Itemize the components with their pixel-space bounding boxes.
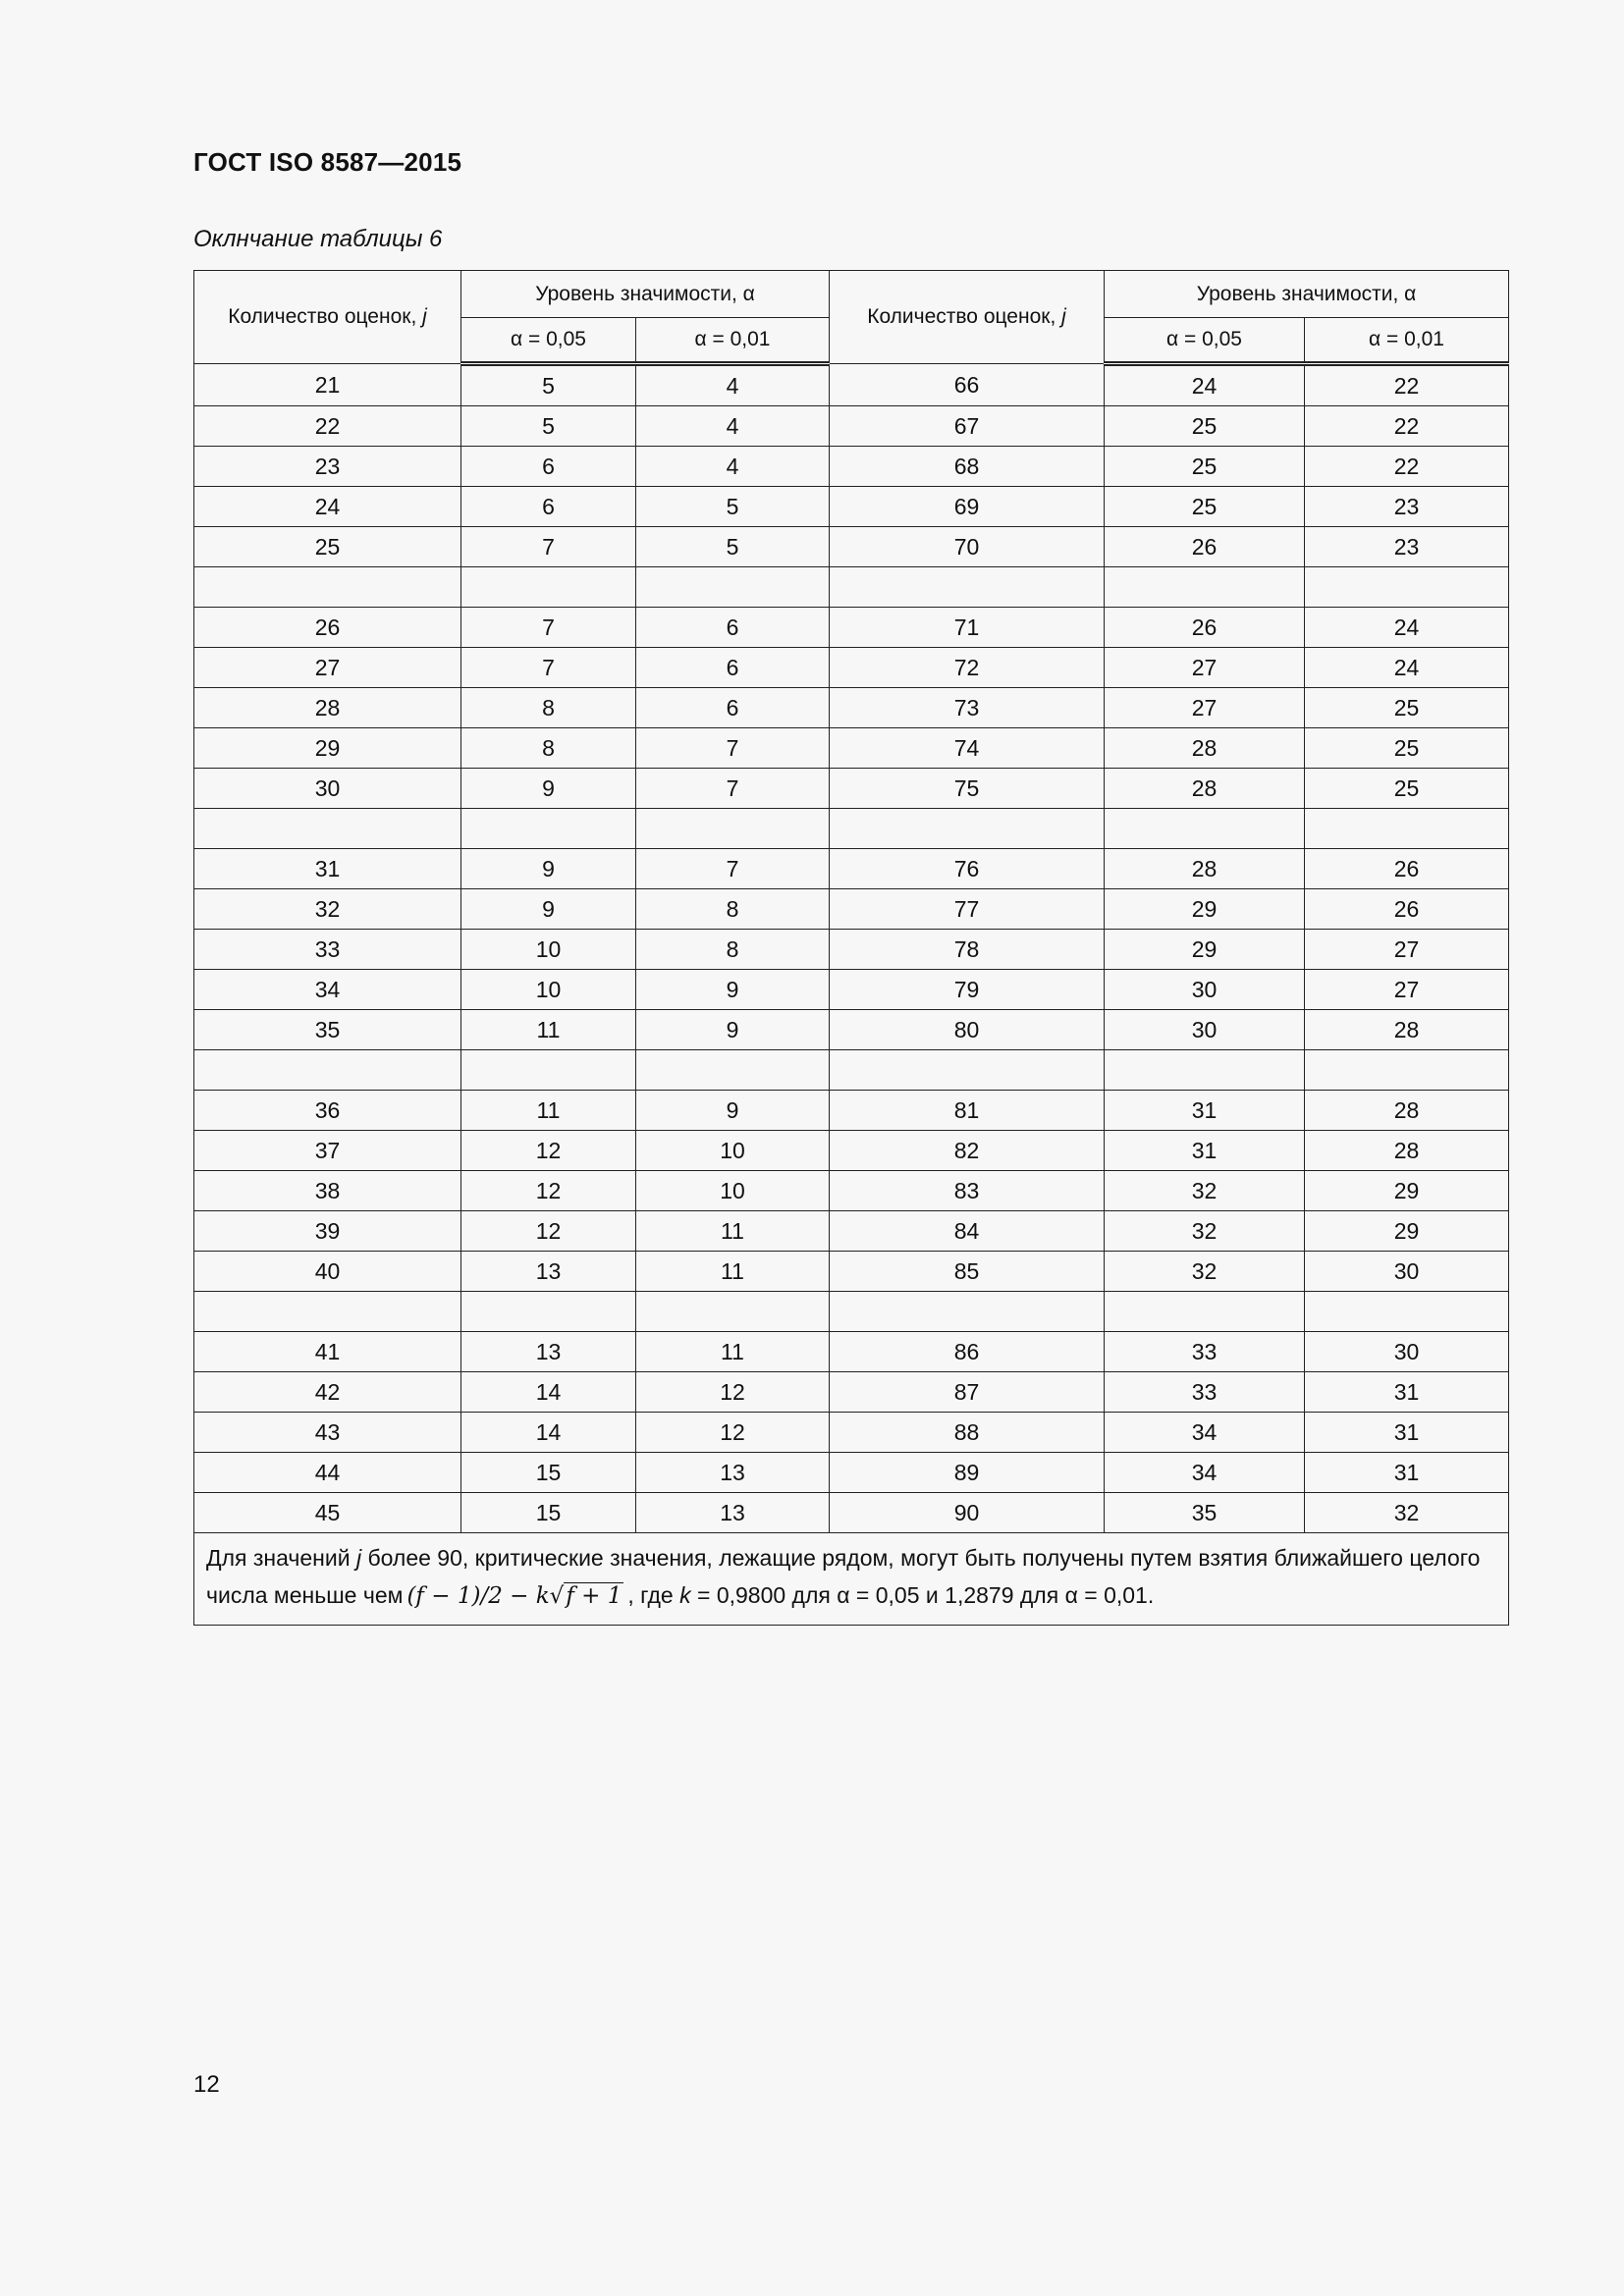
table-cell: 31 [1305, 1453, 1509, 1493]
table-cell: 5 [461, 364, 636, 406]
empty-cell [830, 1050, 1105, 1091]
table-cell: 74 [830, 728, 1105, 769]
col-header-alpha-005-right: α = 0,05 [1105, 318, 1305, 364]
table-row [194, 1252, 1509, 1292]
table-row [194, 889, 1509, 930]
table-cell: 13 [636, 1453, 830, 1493]
table-cell: 11 [461, 1091, 636, 1131]
table-cell: 30 [194, 769, 461, 809]
table-cell: 26 [1305, 849, 1509, 889]
table-cell: 36 [194, 1091, 461, 1131]
empty-cell [636, 809, 830, 849]
table-row [194, 970, 1509, 1010]
table-cell: 79 [830, 970, 1105, 1010]
table-cell: 15 [461, 1453, 636, 1493]
table-cell: 7 [461, 608, 636, 648]
table-cell: 5 [636, 487, 830, 527]
table-cell: 28 [1105, 728, 1305, 769]
table-cell: 35 [1105, 1493, 1305, 1533]
table-row [194, 688, 1509, 728]
table-cell: 30 [1305, 1252, 1509, 1292]
empty-cell [636, 1292, 830, 1332]
table-cell: 41 [194, 1332, 461, 1372]
table-cell: 22 [1305, 406, 1509, 447]
table-cell: 33 [1105, 1372, 1305, 1413]
table-cell: 81 [830, 1091, 1105, 1131]
table-row [194, 608, 1509, 648]
table-row [194, 1372, 1509, 1413]
table-cell: 5 [636, 527, 830, 567]
table-cell: 25 [1105, 447, 1305, 487]
table-row [194, 447, 1509, 487]
table-cell: 82 [830, 1131, 1105, 1171]
empty-cell [830, 567, 1105, 608]
table-cell: 12 [636, 1413, 830, 1453]
table-cell: 26 [1105, 527, 1305, 567]
table-cell: 25 [1305, 688, 1509, 728]
empty-cell [194, 567, 461, 608]
table-cell: 72 [830, 648, 1105, 688]
table-cell: 25 [1105, 406, 1305, 447]
table-cell: 24 [194, 487, 461, 527]
table-cell: 77 [830, 889, 1105, 930]
empty-cell [194, 1292, 461, 1332]
table-cell: 26 [1105, 608, 1305, 648]
table-cell: 32 [194, 889, 461, 930]
table-cell: 28 [1305, 1010, 1509, 1050]
empty-cell [830, 1292, 1105, 1332]
table-cell: 34 [1105, 1453, 1305, 1493]
empty-cell [1105, 809, 1305, 849]
table-row [194, 1131, 1509, 1171]
table-cell: 89 [830, 1453, 1105, 1493]
table-cell: 27 [1105, 688, 1305, 728]
table-cell: 28 [1105, 769, 1305, 809]
col-header-alpha-005-left: α = 0,05 [461, 318, 636, 364]
table-cell: 13 [636, 1493, 830, 1533]
table-cell: 7 [461, 648, 636, 688]
table-cell: 10 [636, 1171, 830, 1211]
document-header: ГОСТ ISO 8587—2015 [193, 147, 462, 177]
col-header-count-right: Количество оценок, j [830, 271, 1105, 364]
table-cell: 84 [830, 1211, 1105, 1252]
table-cell: 25 [1305, 728, 1509, 769]
table-cell: 90 [830, 1493, 1105, 1533]
table-cell: 12 [461, 1131, 636, 1171]
table-cell: 86 [830, 1332, 1105, 1372]
table-caption: Оклнчание таблицы 6 [193, 226, 443, 252]
data-table-container [193, 270, 1508, 1626]
table-cell: 5 [461, 406, 636, 447]
table-cell: 44 [194, 1453, 461, 1493]
table-cell: 9 [636, 970, 830, 1010]
empty-cell [1305, 1292, 1509, 1332]
table-cell: 45 [194, 1493, 461, 1533]
table-cell: 34 [194, 970, 461, 1010]
table-cell: 6 [636, 648, 830, 688]
table-cell: 4 [636, 447, 830, 487]
table-cell: 35 [194, 1010, 461, 1050]
table-cell: 10 [636, 1131, 830, 1171]
table-cell: 6 [636, 688, 830, 728]
table-cell: 28 [194, 688, 461, 728]
table-cell: 87 [830, 1372, 1105, 1413]
table-cell: 13 [461, 1332, 636, 1372]
table-cell: 27 [1305, 970, 1509, 1010]
table-cell: 29 [1105, 930, 1305, 970]
table-cell: 27 [194, 648, 461, 688]
table-cell: 22 [1305, 447, 1509, 487]
table-cell: 23 [194, 447, 461, 487]
table-cell: 9 [636, 1091, 830, 1131]
table-cell: 22 [194, 406, 461, 447]
table-cell: 11 [636, 1332, 830, 1372]
table-cell: 14 [461, 1372, 636, 1413]
table-cell: 12 [461, 1211, 636, 1252]
formula: (f − 1)/2 − k√f + 1 [406, 1583, 623, 1609]
table-cell: 42 [194, 1372, 461, 1413]
separator-row [194, 809, 1509, 849]
table-cell: 8 [636, 889, 830, 930]
empty-cell [636, 1050, 830, 1091]
table-row [194, 1413, 1509, 1453]
table-cell: 39 [194, 1211, 461, 1252]
critical-values-table [193, 270, 1509, 1626]
table-cell: 7 [636, 769, 830, 809]
table-cell: 9 [461, 769, 636, 809]
table-cell: 14 [461, 1413, 636, 1453]
table-row [194, 1332, 1509, 1372]
table-cell: 6 [461, 447, 636, 487]
table-cell: 30 [1305, 1332, 1509, 1372]
table-cell: 8 [461, 688, 636, 728]
table-cell: 29 [1105, 889, 1305, 930]
table-cell: 8 [636, 930, 830, 970]
table-cell: 12 [461, 1171, 636, 1211]
table-row [194, 1211, 1509, 1252]
table-row [194, 1091, 1509, 1131]
table-cell: 7 [461, 527, 636, 567]
table-cell: 40 [194, 1252, 461, 1292]
table-cell: 78 [830, 930, 1105, 970]
table-cell: 23 [1305, 527, 1509, 567]
table-cell: 83 [830, 1171, 1105, 1211]
table-cell: 11 [461, 1010, 636, 1050]
table-cell: 69 [830, 487, 1105, 527]
table-cell: 4 [636, 364, 830, 406]
table-cell: 7 [636, 849, 830, 889]
table-cell: 31 [1105, 1131, 1305, 1171]
empty-cell [1105, 1050, 1305, 1091]
table-cell: 31 [1105, 1091, 1305, 1131]
table-cell: 32 [1105, 1252, 1305, 1292]
col-header-significance-right: Уровень значимости, α [1105, 271, 1509, 318]
table-cell: 33 [1105, 1332, 1305, 1372]
empty-cell [830, 809, 1105, 849]
table-row [194, 648, 1509, 688]
table-cell: 31 [194, 849, 461, 889]
table-cell: 9 [461, 849, 636, 889]
table-cell: 27 [1105, 648, 1305, 688]
table-cell: 9 [636, 1010, 830, 1050]
table-cell: 85 [830, 1252, 1105, 1292]
table-cell: 7 [636, 728, 830, 769]
col-header-count-left: Количество оценок, j [194, 271, 461, 364]
table-cell: 25 [194, 527, 461, 567]
table-cell: 76 [830, 849, 1105, 889]
table-cell: 75 [830, 769, 1105, 809]
table-cell: 29 [1305, 1171, 1509, 1211]
empty-cell [1305, 567, 1509, 608]
table-cell: 25 [1105, 487, 1305, 527]
table-row [194, 728, 1509, 769]
empty-cell [1305, 1050, 1509, 1091]
table-cell: 10 [461, 930, 636, 970]
table-cell: 43 [194, 1413, 461, 1453]
separator-row [194, 1050, 1509, 1091]
table-cell: 71 [830, 608, 1105, 648]
table-cell: 67 [830, 406, 1105, 447]
table-cell: 80 [830, 1010, 1105, 1050]
table-cell: 27 [1305, 930, 1509, 970]
table-cell: 6 [636, 608, 830, 648]
table-cell: 29 [194, 728, 461, 769]
table-row [194, 364, 1509, 406]
table-cell: 37 [194, 1131, 461, 1171]
table-cell: 66 [830, 364, 1105, 406]
separator-row [194, 1292, 1509, 1332]
empty-cell [1105, 567, 1305, 608]
table-cell: 24 [1105, 364, 1305, 406]
table-cell: 30 [1105, 1010, 1305, 1050]
table-row [194, 930, 1509, 970]
table-row [194, 487, 1509, 527]
table-cell: 8 [461, 728, 636, 769]
table-cell: 4 [636, 406, 830, 447]
table-note: Для значений j более 90, критические значения, лежащие рядом, могут быть получены путем взятия ближайшего целого числа меньше чем (f − 1)/2 − k√f + 1 , где k = 0,9800 для α = 0,05 и 1,2879 для α = 0,01. [194, 1533, 1509, 1626]
table-row [194, 849, 1509, 889]
empty-cell [194, 809, 461, 849]
table-row [194, 527, 1509, 567]
table-cell: 26 [1305, 889, 1509, 930]
empty-cell [636, 567, 830, 608]
table-row [194, 406, 1509, 447]
table-cell: 26 [194, 608, 461, 648]
table-row [194, 1171, 1509, 1211]
table-cell: 28 [1305, 1091, 1509, 1131]
table-cell: 24 [1305, 608, 1509, 648]
table-cell: 31 [1305, 1413, 1509, 1453]
empty-cell [194, 1050, 461, 1091]
table-cell: 28 [1305, 1131, 1509, 1171]
table-cell: 28 [1105, 849, 1305, 889]
table-cell: 34 [1105, 1413, 1305, 1453]
table-cell: 73 [830, 688, 1105, 728]
table-cell: 11 [636, 1252, 830, 1292]
table-cell: 9 [461, 889, 636, 930]
table-row [194, 1493, 1509, 1533]
table-cell: 29 [1305, 1211, 1509, 1252]
col-header-significance-left: Уровень значимости, α [461, 271, 830, 318]
table-row [194, 1453, 1509, 1493]
table-cell: 22 [1305, 364, 1509, 406]
table-cell: 13 [461, 1252, 636, 1292]
table-cell: 24 [1305, 648, 1509, 688]
empty-cell [461, 809, 636, 849]
table-cell: 88 [830, 1413, 1105, 1453]
table-cell: 6 [461, 487, 636, 527]
table-cell: 12 [636, 1372, 830, 1413]
table-cell: 32 [1305, 1493, 1509, 1533]
table-cell: 25 [1305, 769, 1509, 809]
table-cell: 11 [636, 1211, 830, 1252]
table-cell: 31 [1305, 1372, 1509, 1413]
table-row [194, 1010, 1509, 1050]
table-row [194, 769, 1509, 809]
empty-cell [461, 567, 636, 608]
separator-row [194, 567, 1509, 608]
table-cell: 10 [461, 970, 636, 1010]
empty-cell [461, 1050, 636, 1091]
table-cell: 68 [830, 447, 1105, 487]
table-cell: 38 [194, 1171, 461, 1211]
empty-cell [461, 1292, 636, 1332]
table-cell: 21 [194, 364, 461, 406]
table-cell: 70 [830, 527, 1105, 567]
table-cell: 23 [1305, 487, 1509, 527]
table-cell: 32 [1105, 1171, 1305, 1211]
empty-cell [1305, 809, 1509, 849]
page-number: 12 [193, 2071, 220, 2098]
empty-cell [1105, 1292, 1305, 1332]
col-header-alpha-001-right: α = 0,01 [1305, 318, 1509, 364]
table-cell: 15 [461, 1493, 636, 1533]
table-cell: 32 [1105, 1211, 1305, 1252]
col-header-alpha-001-left: α = 0,01 [636, 318, 830, 364]
table-body [194, 364, 1509, 1533]
table-cell: 30 [1105, 970, 1305, 1010]
table-cell: 33 [194, 930, 461, 970]
